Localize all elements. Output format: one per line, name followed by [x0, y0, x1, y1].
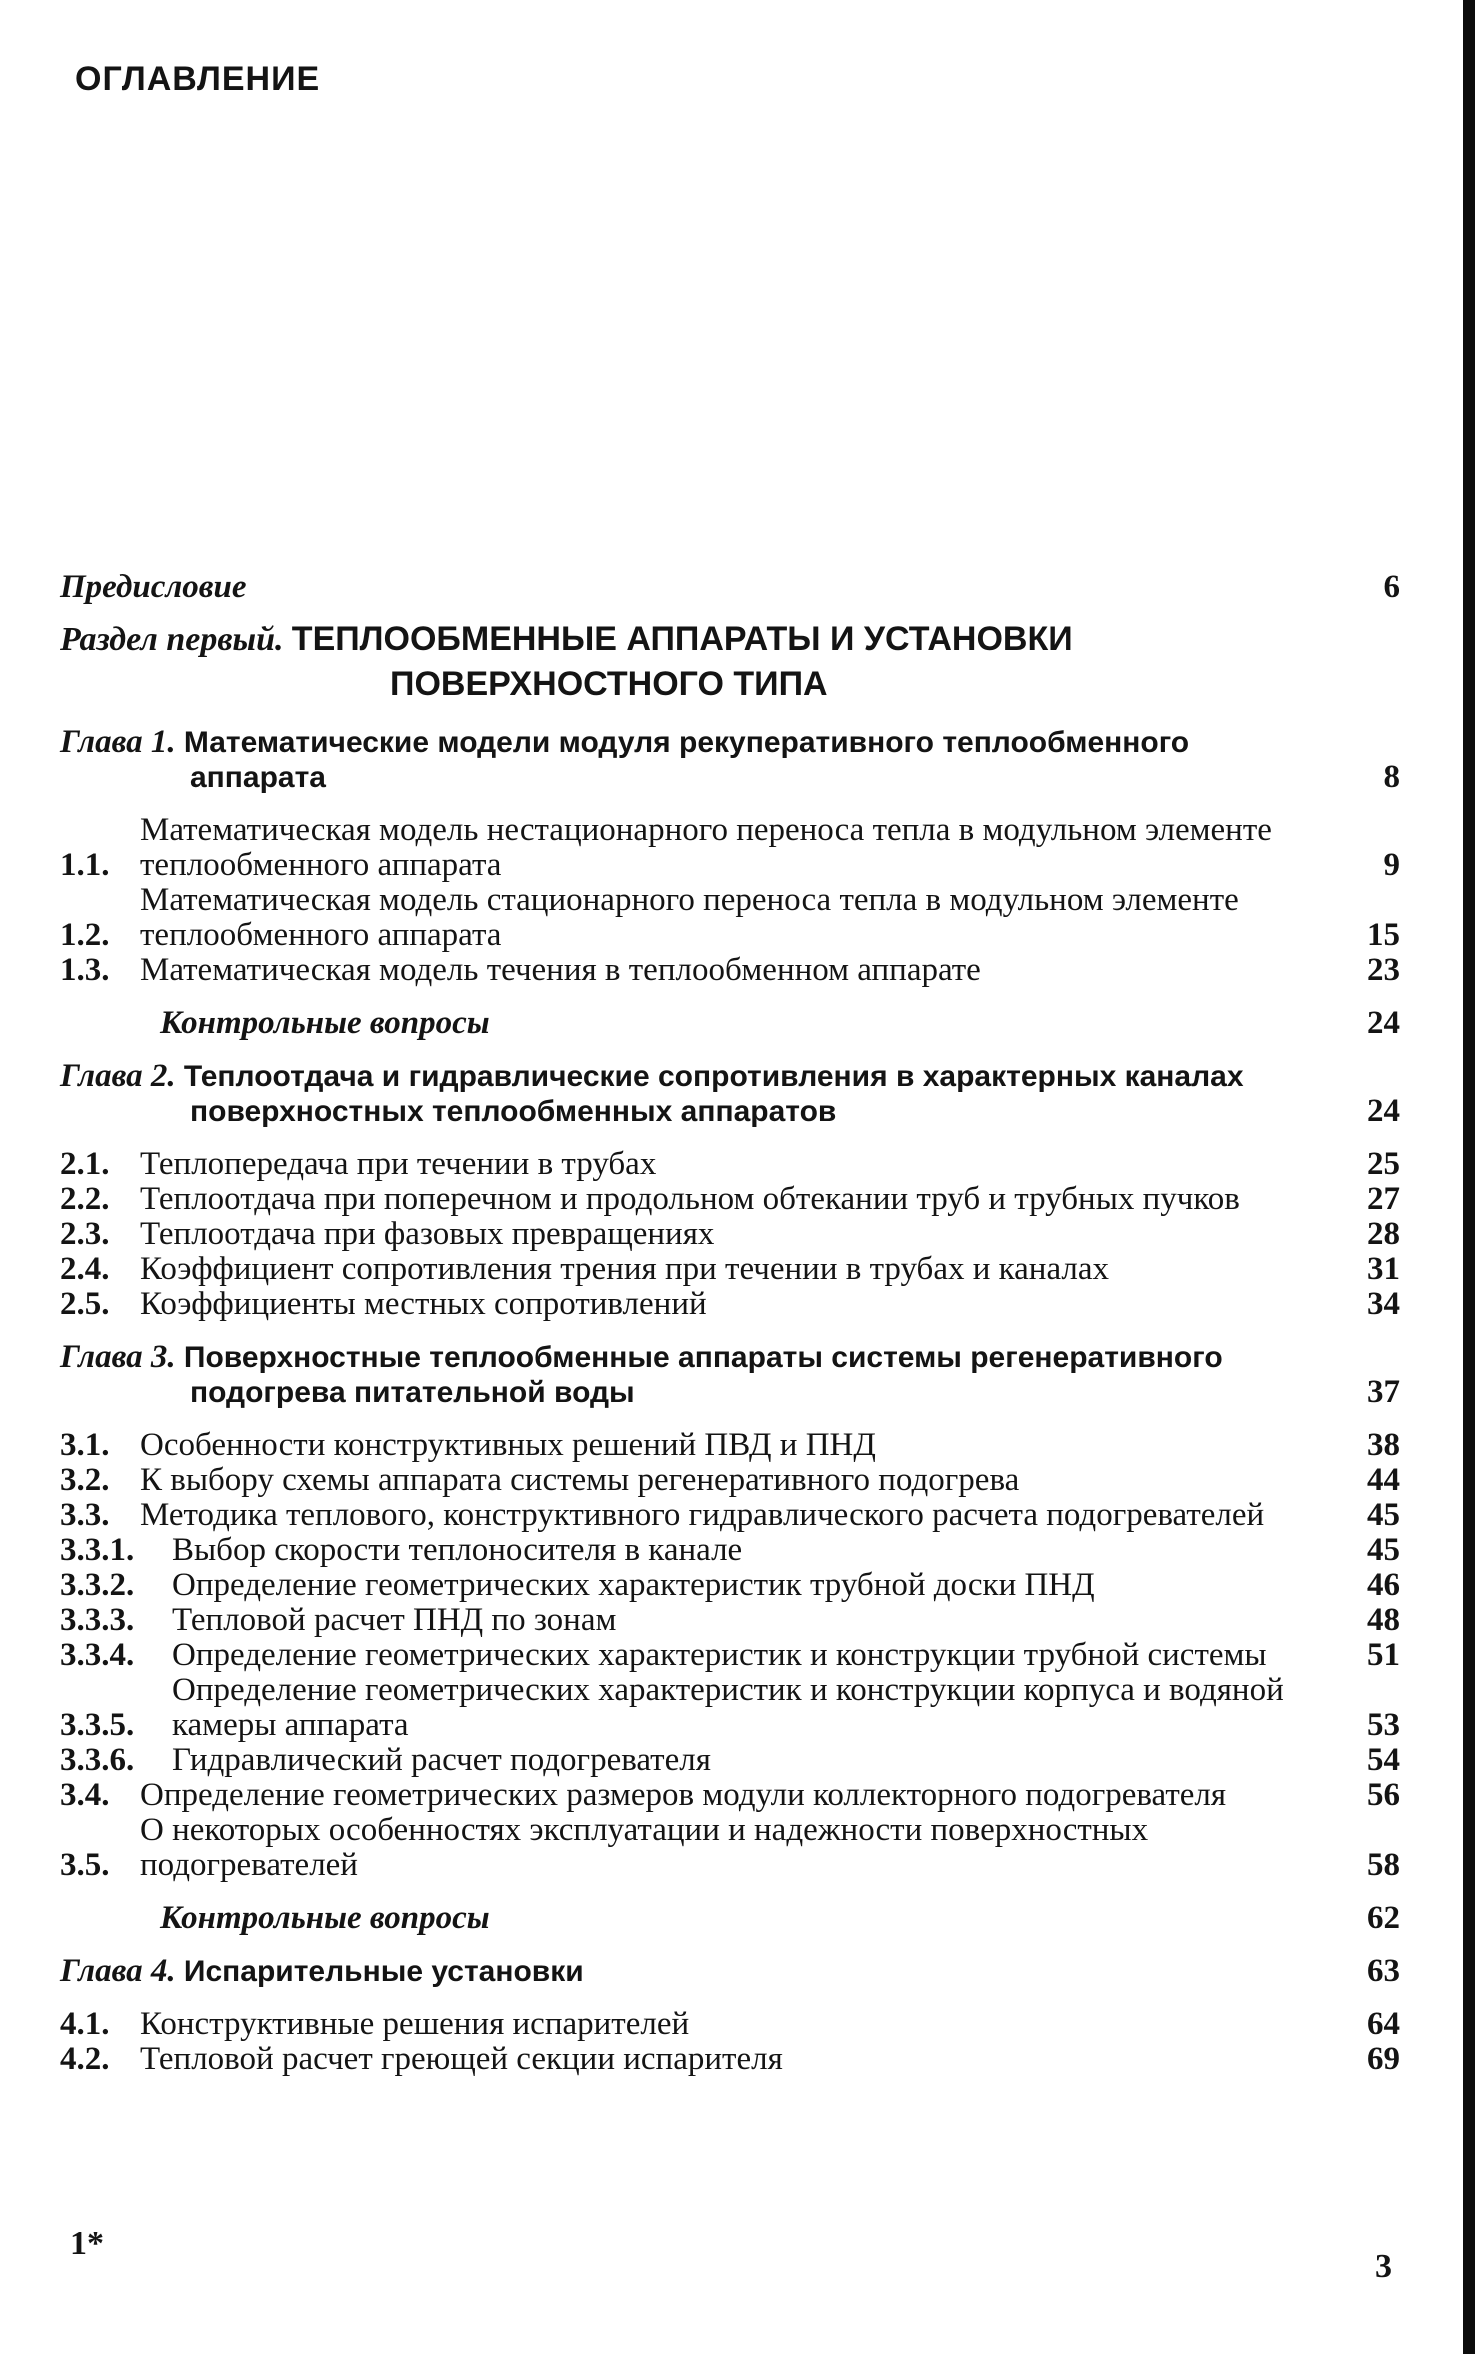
toc-item — [60, 953, 1400, 988]
toc-number: 2.5. — [60, 1286, 110, 1322]
toc-item — [60, 2042, 1400, 2077]
toc-page: 63 — [1367, 1953, 1400, 1989]
toc-page: 25 — [1367, 1146, 1400, 1182]
page-title: ОГЛАВЛЕНИЕ — [75, 60, 321, 98]
toc-number: 3.1. — [60, 1427, 110, 1463]
toc-title: Поверхностные теплообменные аппараты системы регенеративного подогрева питательной воды — [183, 1341, 1223, 1409]
toc-page: 24 — [1367, 1005, 1400, 1041]
toc-page: 15 — [1367, 917, 1400, 953]
toc-page: 45 — [1367, 1497, 1400, 1533]
toc-number: 2.2. — [60, 1181, 110, 1217]
toc-label: Глава 3. — [60, 1339, 176, 1375]
toc-item — [60, 1533, 1400, 1568]
toc-number: 4.1. — [60, 2006, 110, 2042]
page-edge-border — [1463, 0, 1475, 2354]
toc-number: 3.5. — [60, 1847, 110, 1883]
toc-text: Гидравлический расчет подогревателя — [172, 1742, 711, 1778]
toc-item — [60, 1498, 1400, 1533]
toc-page: 6 — [1383, 569, 1400, 605]
toc-item — [60, 1568, 1400, 1603]
toc-page: 37 — [1367, 1374, 1400, 1410]
toc-number: 3.3.6. — [60, 1742, 135, 1778]
toc-item — [60, 1673, 1400, 1743]
toc-number: 2.3. — [60, 1216, 110, 1252]
toc-text: Теплоотдача при поперечном и продольном обтекании труб и трубных пучков — [140, 1181, 1240, 1217]
toc-chapter-3 — [60, 1340, 1400, 1410]
toc-number: 3.3. — [60, 1497, 110, 1533]
toc-text: Выбор скорости теплоносителя в канале — [172, 1532, 743, 1568]
toc-page: 58 — [1367, 1847, 1400, 1883]
toc-text: Математическая модель стационарного переноса тепла в модульном элементе теплообменного аппарата — [140, 882, 1239, 953]
toc-text: Определение геометрических характеристик трубной доски ПНД — [172, 1567, 1095, 1603]
toc-item — [60, 1428, 1400, 1463]
toc-number: 1.2. — [60, 917, 110, 953]
toc-label: Раздел первый. — [60, 621, 284, 658]
toc-page: 38 — [1367, 1427, 1400, 1463]
toc-item — [60, 883, 1400, 953]
toc-page: 24 — [1367, 1093, 1400, 1129]
toc-text: Определение геометрических характеристик и конструкции трубной системы — [172, 1637, 1267, 1673]
toc-review-questions — [60, 1006, 1400, 1041]
toc-number: 3.3.5. — [60, 1707, 135, 1743]
toc-page: 64 — [1367, 2006, 1400, 2042]
table-of-contents — [60, 570, 1400, 2077]
toc-page: 27 — [1367, 1181, 1400, 1217]
toc-number: 2.1. — [60, 1146, 110, 1182]
toc-review-questions — [60, 1901, 1400, 1936]
toc-number: 3.2. — [60, 1462, 110, 1498]
toc-text: Тепловой расчет греющей секции испарителя — [140, 2041, 783, 2077]
toc-page: 9 — [1383, 847, 1400, 883]
toc-page: 8 — [1383, 759, 1400, 795]
toc-page: 48 — [1367, 1602, 1400, 1638]
toc-item — [60, 1813, 1400, 1883]
toc-chapter-2 — [60, 1059, 1400, 1129]
toc-number: 1.1. — [60, 847, 110, 883]
toc-page: 69 — [1367, 2041, 1400, 2077]
toc-text: К выбору схемы аппарата системы регенеративного подогрева — [140, 1462, 1020, 1498]
toc-item — [60, 1463, 1400, 1498]
toc-text: Математическая модель течения в теплообменном аппарате — [140, 952, 981, 988]
toc-item — [60, 1638, 1400, 1673]
toc-text: Коэффициент сопротивления трения при течении в трубах и каналах — [140, 1251, 1110, 1287]
toc-number: 4.2. — [60, 2041, 110, 2077]
toc-page: 56 — [1367, 1777, 1400, 1813]
toc-item — [60, 1147, 1400, 1182]
toc-number: 3.4. — [60, 1777, 110, 1813]
toc-page: 45 — [1367, 1532, 1400, 1568]
toc-label: Контрольные вопросы — [160, 1900, 490, 1936]
toc-item — [60, 1182, 1400, 1217]
toc-page: 62 — [1367, 1900, 1400, 1936]
toc-number: 3.3.4. — [60, 1637, 135, 1673]
toc-chapter-4 — [60, 1954, 1400, 1989]
toc-item — [60, 1217, 1400, 1252]
toc-number: 2.4. — [60, 1251, 110, 1287]
toc-number: 3.3.1. — [60, 1532, 135, 1568]
toc-title: ТЕПЛООБМЕННЫЕ АППАРАТЫ И УСТАНОВКИ ПОВЕРХНОСТНОГО ТИПА — [291, 620, 1073, 703]
toc-chapter-1 — [60, 725, 1400, 795]
toc-page: 46 — [1367, 1567, 1400, 1603]
toc-section-1 — [60, 617, 1400, 707]
toc-title: Испарительные установки — [183, 1955, 584, 1988]
toc-text: Определение геометрических характеристик и конструкции корпуса и водяной камеры аппарата — [172, 1672, 1284, 1743]
toc-number: 3.3.2. — [60, 1567, 135, 1603]
toc-label: Глава 2. — [60, 1058, 176, 1094]
toc-text: Тепловой расчет ПНД по зонам — [172, 1602, 617, 1638]
toc-item — [60, 1743, 1400, 1778]
toc-number: 3.3.3. — [60, 1602, 135, 1638]
toc-label: Глава 4. — [60, 1953, 176, 1989]
toc-item — [60, 1603, 1400, 1638]
toc-item — [60, 1778, 1400, 1813]
toc-preface — [60, 570, 1400, 605]
toc-item — [60, 1252, 1400, 1287]
toc-page: 53 — [1367, 1707, 1400, 1743]
toc-title: Теплоотдача и гидравлические сопротивления в характерных каналах поверхностных теплообменных аппаратов — [183, 1060, 1244, 1128]
toc-page: 34 — [1367, 1286, 1400, 1322]
signature-mark: 1* — [70, 2225, 104, 2262]
toc-text: Особенности конструктивных решений ПВД и ПНД — [140, 1427, 876, 1463]
toc-page: 44 — [1367, 1462, 1400, 1498]
toc-item — [60, 813, 1400, 883]
toc-text: Конструктивные решения испарителей — [140, 2006, 690, 2042]
toc-text: Методика теплового, конструктивного гидравлического расчета подогревателей — [140, 1497, 1265, 1533]
toc-title: Математические модели модуля рекуперативного теплообменного аппарата — [183, 726, 1190, 794]
toc-number: 1.3. — [60, 952, 110, 988]
toc-text: Математическая модель нестационарного переноса тепла в модульном элементе теплообменного аппарата — [140, 812, 1272, 883]
toc-text: Теплоотдача при фазовых превращениях — [140, 1216, 715, 1252]
toc-label: Глава 1. — [60, 724, 176, 760]
toc-item — [60, 1287, 1400, 1322]
toc-page: 28 — [1367, 1216, 1400, 1252]
toc-label: Предисловие — [60, 569, 247, 605]
toc-text: Теплопередача при течении в трубах — [140, 1146, 657, 1182]
toc-label: Контрольные вопросы — [160, 1005, 490, 1041]
toc-item — [60, 2007, 1400, 2042]
toc-text: Определение геометрических размеров модули коллекторного подогревателя — [140, 1777, 1227, 1813]
toc-text: Коэффициенты местных сопротивлений — [140, 1286, 707, 1322]
page-number: 3 — [1375, 2248, 1392, 2285]
toc-page: 51 — [1367, 1637, 1400, 1673]
toc-page: 54 — [1367, 1742, 1400, 1778]
toc-page: 23 — [1367, 952, 1400, 988]
toc-text: О некоторых особенностях эксплуатации и надежности поверхностных подогревателей — [140, 1812, 1149, 1883]
toc-page: 31 — [1367, 1251, 1400, 1287]
